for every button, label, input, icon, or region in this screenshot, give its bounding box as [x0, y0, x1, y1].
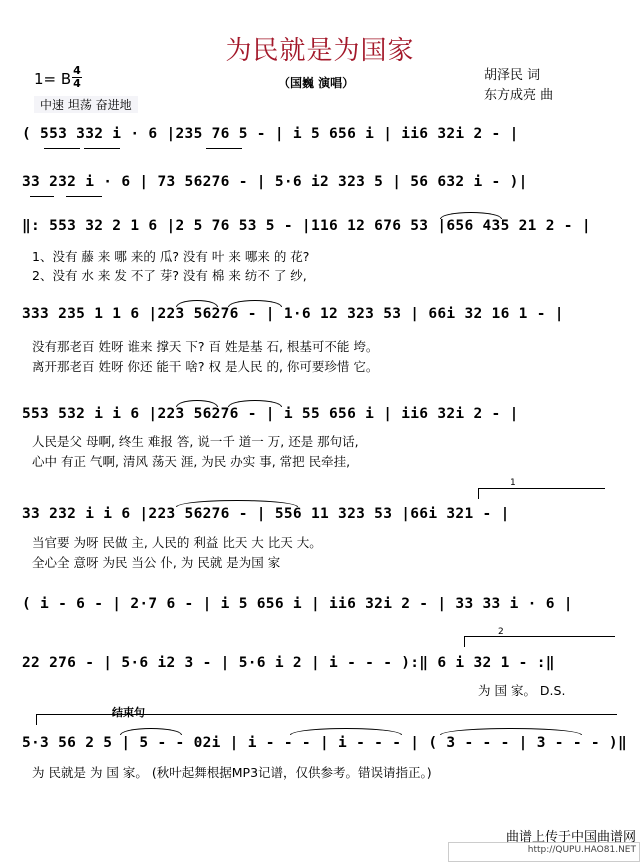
- beam-underline: [44, 148, 80, 149]
- score-line-3: ‖: 553 32 2 1 6 |2 5 76 53 5 - |116 12 676 53 |656 435 21 2 - |: [22, 218, 591, 234]
- lyric-line-3b: 2、没有 水 来 发 不了 芽? 没有 棉 来 纺不 了 纱,: [32, 268, 307, 283]
- lyric-line-4a: 没有那老百 姓呀 谁来 撑天 下? 百 姓是基 石, 根基可不能 垮。: [32, 339, 379, 354]
- score-line-6: 33 232 i i 6 |223 56276 - | 556 11 323 53 |66i 321 - |: [22, 506, 510, 522]
- site-url[interactable]: http://QUPU.HAO81.NET: [527, 845, 636, 855]
- score-line-8: 22 276 - | 5·6 i2 3 - | 5·6 i 2 | i - - - ):‖ 6 i 32 1 - :‖: [22, 655, 555, 671]
- slur-mark: [228, 300, 282, 307]
- first-ending-number: 1: [510, 478, 516, 488]
- score-line-4: 333 235 1 1 6 |223 56276 - | 1·6 12 323 53 | 66i 32 16 1 - |: [22, 306, 564, 322]
- time-signature-bottom: 4: [73, 77, 81, 90]
- composer-credit: 东方成亮 曲: [484, 88, 554, 103]
- credits-block: [484, 66, 553, 106]
- lyric-line-5a: 人民是父 母啊, 终生 难报 答, 说一千 道一 万, 还是 那句话,: [32, 434, 359, 449]
- lyric-line-9: 为 民就是 为 国 家。 (秋叶起舞根据MP3记谱，仅供参考。错误请指正。): [32, 765, 432, 780]
- song-title: 为民就是为国家: [225, 36, 415, 66]
- slur-mark: [440, 728, 582, 735]
- slur-mark: [176, 500, 298, 507]
- score-line-9: 5·3 56 2 5 | 5 - - 02i | i - - - | i - - - | ( 3 - - - | 3 - - - )‖: [22, 735, 627, 751]
- score-line-1: ( 553 332 i · 6 |235 76 5 - | i 5 656 i | ii6 32i 2 - |: [22, 126, 519, 142]
- slur-mark: [290, 728, 402, 735]
- beam-underline: [206, 148, 242, 149]
- site-watermark: 曲谱上传于中国曲谱网: [505, 830, 636, 845]
- time-signature-top: 4: [73, 64, 81, 77]
- lyric-line-4b: 离开那老百 姓呀 你还 能干 啥? 权 是人民 的, 你可要珍惜 它。: [32, 359, 379, 374]
- lyric-line-6a: 当官要 为呀 民做 主, 人民的 利益 比天 大 比天 大。: [32, 535, 322, 550]
- score-line-5: 553 532 i i 6 |223 56276 - | i 55 656 i | ii6 32i 2 - |: [22, 406, 519, 422]
- first-ending-bracket: [478, 488, 605, 499]
- lyric-line-5b: 心中 有正 气啊, 清风 荡天 涯, 为民 办实 事, 常把 民牵挂,: [32, 454, 351, 469]
- lyric-line-3a: 1、没有 藤 来 哪 来的 瓜? 没有 叶 来 哪来 的 花?: [32, 249, 310, 264]
- key-signature: 1= B: [34, 70, 72, 88]
- performer-credit: （国巍 演唱）: [278, 76, 355, 90]
- score-line-7: ( i - 6 - | 2·7 6 - | i 5 656 i | ii6 32i 2 - | 33 33 i · 6 |: [22, 596, 573, 612]
- score-line-2: 33 232 i · 6 | 73 56276 - | 5·6 i2 323 5 | 56 632 i - )|: [22, 174, 528, 190]
- second-ending-bracket: [464, 636, 615, 647]
- beam-underline: [66, 196, 102, 197]
- slur-mark: [176, 300, 218, 307]
- beam-underline: [30, 196, 54, 197]
- slur-mark: [176, 400, 218, 407]
- second-ending-number: 2: [498, 627, 504, 637]
- slur-mark: [440, 212, 502, 219]
- slur-mark: [228, 400, 282, 407]
- ending-label: 结束句: [112, 706, 145, 719]
- lyric-line-6b: 全心全 意呀 为民 当公 仆, 为 民就 是为国 家: [32, 555, 281, 570]
- tempo-marking: 中速 坦荡 奋进地: [34, 96, 138, 113]
- slur-mark: [120, 728, 182, 735]
- lyricist-credit: 胡泽民 词: [484, 68, 541, 83]
- beam-underline: [84, 148, 120, 149]
- lyric-line-8: 为 国 家。 D.S.: [478, 683, 566, 698]
- time-signature: [72, 66, 82, 89]
